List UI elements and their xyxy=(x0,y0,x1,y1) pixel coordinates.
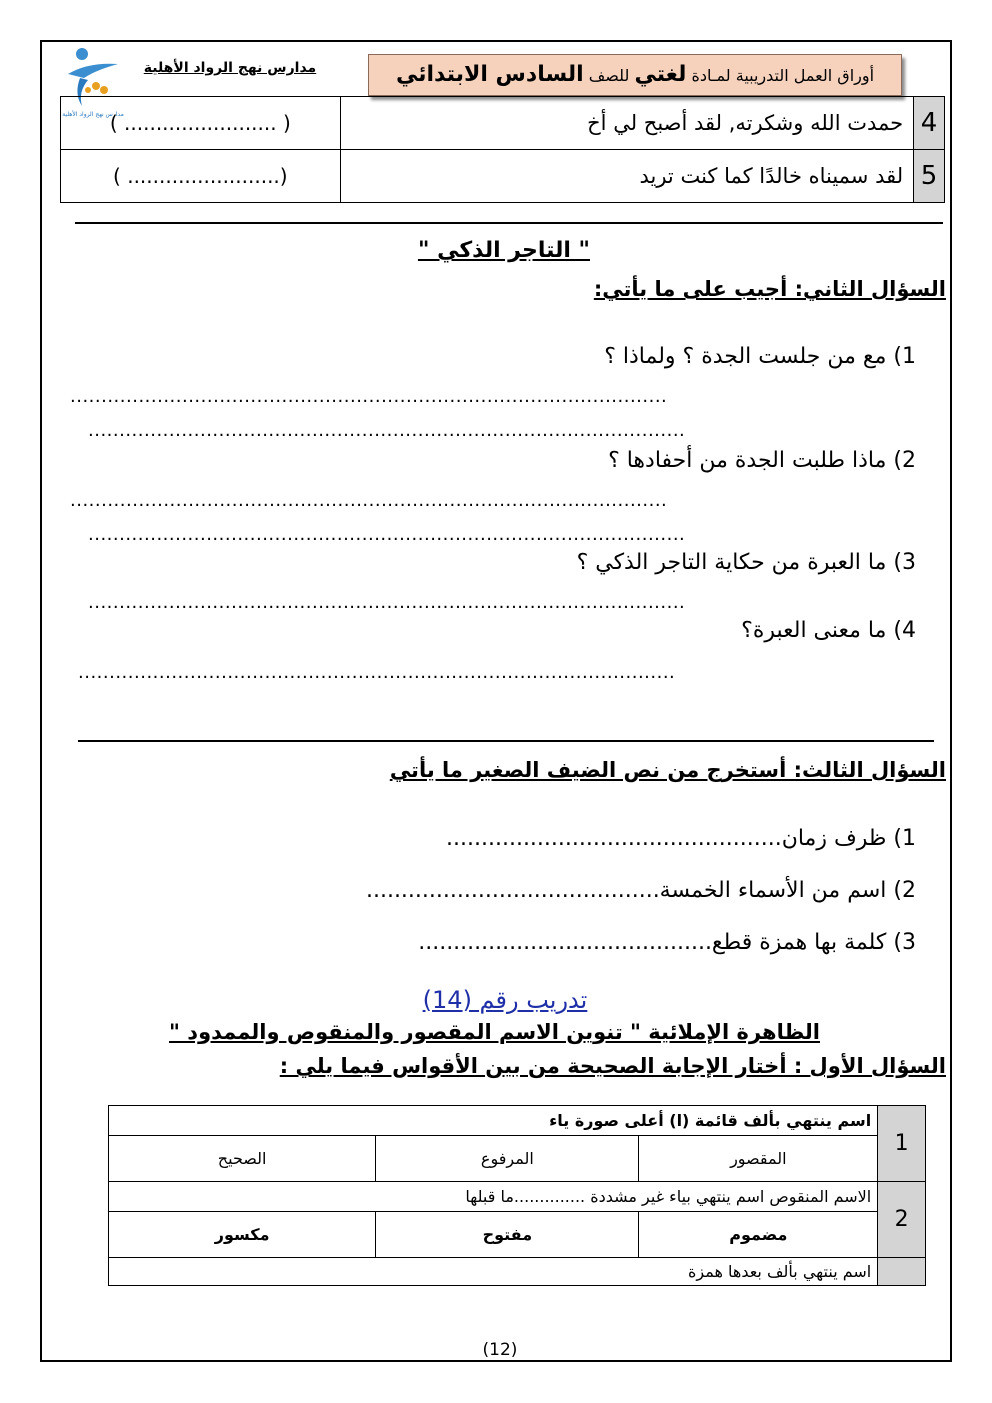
item-number: 1) xyxy=(893,826,916,851)
worksheet-title-box xyxy=(368,54,902,96)
item-text: ما معنى العبرة؟ xyxy=(741,618,887,643)
q3-heading: السؤال الثالث: أستخرج من نص الضيف الصغير ما يأتي xyxy=(389,758,946,782)
option-cell[interactable]: المقصور xyxy=(639,1136,878,1182)
section-divider xyxy=(75,222,943,224)
page-number: (12) xyxy=(482,1340,518,1360)
answer-line[interactable]: ................................................................................................ xyxy=(78,662,676,683)
table-row xyxy=(109,1106,926,1136)
table-row xyxy=(109,1258,926,1286)
section-divider xyxy=(78,740,934,742)
table-row xyxy=(109,1136,926,1182)
item-text: ماذا طلبت الجدة من أحفادها ؟ xyxy=(608,448,887,473)
question-item xyxy=(418,930,916,955)
q2-heading: السؤال الثاني: أجيب على ما يأتي: xyxy=(593,277,946,301)
table-row xyxy=(61,150,945,203)
question-text: اسم ينتهي بألف بعدها همزة xyxy=(109,1258,878,1286)
story-title: " التاجر الذكي " xyxy=(417,238,590,263)
answer-line[interactable]: ................................................................................................ xyxy=(88,592,686,613)
question-item xyxy=(366,878,916,903)
row-number xyxy=(878,1258,926,1286)
item-number: 4) xyxy=(893,618,916,643)
item-number: 2) xyxy=(893,448,916,473)
item-number: 1) xyxy=(893,344,916,369)
question-text: الاسم المنقوص اسم ينتهي بياء غير مشددة ..............ما قبلها xyxy=(109,1182,878,1212)
question-item xyxy=(577,550,916,575)
choices-table xyxy=(108,1105,926,1286)
drill-label: تدريب رقم (14) xyxy=(422,986,588,1014)
school-name: مدارس نهج الرواد الأهلية xyxy=(143,60,317,76)
question-text: اسم ينتهي بألف قائمة (ا) أعلى صورة ياء xyxy=(109,1106,878,1136)
option-cell[interactable]: مفتوح xyxy=(376,1212,639,1258)
grade-name: السادس الابتدائي xyxy=(395,62,584,87)
table-row xyxy=(61,97,945,150)
item-number: 3) xyxy=(893,930,916,955)
option-cell[interactable]: مضموم xyxy=(639,1212,878,1258)
option-cell[interactable]: المرفوع xyxy=(376,1136,639,1182)
item-text: ما العبرة من حكاية التاجر الذكي ؟ xyxy=(576,550,887,575)
q1-heading: السؤال الأول : أختار الإجابة الصحيحة من بين الأقواس فيما يلي : xyxy=(279,1054,946,1078)
option-cell[interactable]: مكسور xyxy=(109,1212,376,1258)
row-number: 4 xyxy=(914,97,945,150)
row-number: 2 xyxy=(878,1182,926,1258)
table-row xyxy=(109,1212,926,1258)
table-row xyxy=(109,1182,926,1212)
logo-caption: مدارس نهج الرواد الأهلية xyxy=(62,111,124,118)
item-text[interactable]: اسم من الأسماء الخمسة.......................................... xyxy=(365,878,887,903)
answer-blank[interactable]: ( ........................) xyxy=(61,150,341,203)
sentence: لقد سميناه خالدًا كما كنت تريد xyxy=(340,150,913,203)
item-text: مع من جلست الجدة ؟ ولماذا ؟ xyxy=(604,344,887,369)
question-item xyxy=(446,826,916,851)
answer-blank[interactable]: ( ........................ ) xyxy=(61,97,341,150)
answer-line[interactable]: ................................................................................................ xyxy=(88,420,686,441)
continuation-table xyxy=(60,96,945,203)
option-cell[interactable]: الصحيح xyxy=(109,1136,376,1182)
row-number: 1 xyxy=(878,1106,926,1182)
item-text[interactable]: ظرف زمان................................................ xyxy=(446,826,887,851)
answer-line[interactable]: ................................................................................................ xyxy=(88,524,686,545)
question-item xyxy=(604,344,916,369)
title-prefix: أوراق العمل التدريبية لمـادة xyxy=(691,66,875,85)
subject-name: لغتي xyxy=(634,62,687,87)
row-number: 5 xyxy=(914,150,945,203)
item-text[interactable]: كلمة بها همزة قطع.......................................... xyxy=(418,930,887,955)
answer-line[interactable]: ................................................................................................ xyxy=(70,490,668,511)
title-mid: للصف xyxy=(588,66,630,85)
item-number: 3) xyxy=(893,550,916,575)
answer-line[interactable]: ................................................................................................ xyxy=(70,386,668,407)
sentence: حمدت الله وشكرته, لقد أصبح لي أخ xyxy=(340,97,913,150)
question-item xyxy=(608,448,916,473)
item-number: 2) xyxy=(893,878,916,903)
spelling-phenomenon: الظاهرة الإملائية " تنوين الاسم المقصور والمنقوص والممدود " xyxy=(169,1020,820,1044)
question-item xyxy=(741,618,916,643)
